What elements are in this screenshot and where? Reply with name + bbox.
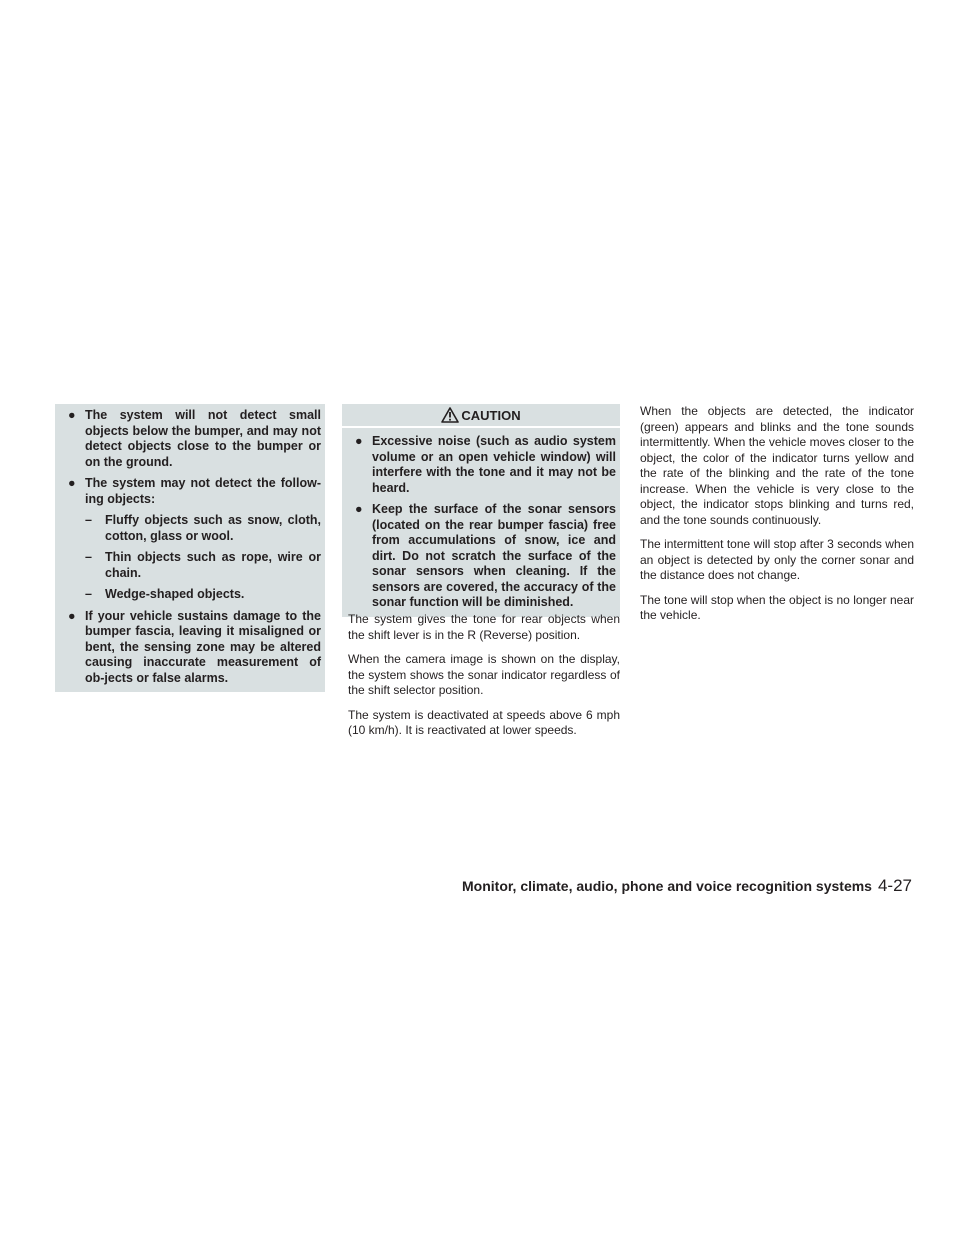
paragraph: The system is deactivated at speeds above 6 mph (10 km/h). It is reactivated at lower speeds. <box>348 707 620 737</box>
dash-icon: – <box>85 550 92 564</box>
caution-header <box>342 404 620 428</box>
bullet-icon: ● <box>68 476 76 490</box>
caution-item: ● Excessive noise (such as audio system volume or an open vehicle window) will interfere with the tone and it may not be heard. <box>355 434 616 495</box>
warning-item: ● The system may not detect the follow-ing objects: <box>68 476 321 506</box>
paragraph: The system gives the tone for rear objects when the shift lever is in the R (Reverse) position. <box>348 612 620 642</box>
warning-triangle-icon <box>441 407 459 423</box>
warning-subitem: – Fluffy objects such as snow, cloth, cotton, glass or wool. <box>85 513 321 543</box>
bullet-icon: ● <box>355 434 363 448</box>
paragraph: The intermittent tone will stop after 3 seconds when an object is detected by only the corner sonar and the distance does not change. <box>640 537 914 582</box>
caution-box <box>342 404 620 617</box>
section-title: Monitor, climate, audio, phone and voice recognition systems <box>462 878 872 894</box>
column-2-text <box>348 612 620 748</box>
warning-box <box>55 404 325 692</box>
dash-icon: – <box>85 587 92 601</box>
caution-item: ● Keep the surface of the sonar sensors (located on the rear bumper fascia) free from accumulations of snow, ice and dirt. Do not scratch the surface of the sonar sensors when cleaning. If the sensors are covered, the accuracy of the sonar function will be diminished. <box>355 502 616 609</box>
bullet-icon: ● <box>68 608 76 623</box>
bullet-icon: ● <box>355 502 363 516</box>
warning-item: ● If your vehicle sustains damage to the bumper fascia, leaving it misaligned or bent, the sensing zone may be altered causing inaccurate measurement of ob-jects or false alarms. <box>68 608 321 685</box>
warning-subitem: – Thin objects such as rope, wire or chain. <box>85 550 321 580</box>
caution-title: CAUTION <box>461 407 521 423</box>
dash-icon: – <box>85 513 92 527</box>
bullet-icon: ● <box>68 408 76 422</box>
warning-subitem: – Wedge-shaped objects. <box>85 587 245 601</box>
paragraph: The tone will stop when the object is no longer near the vehicle. <box>640 592 914 622</box>
warning-item: ● The system will not detect small objects below the bumper, and may not detect objects close to the bumper or on the ground. <box>68 408 321 469</box>
page-number: 4-27 <box>877 876 912 895</box>
paragraph: When the objects are detected, the indicator (green) appears and blinks and the tone sounds intermittently. When the vehicle moves closer to the object, the color of the indicator turns yellow and the rate of the blinking and the rate of the tone increase. When the vehicle is very close to the object, the indicator stops blinking and turns red, and the tone sounds continuously. <box>640 404 914 527</box>
page-footer <box>462 876 912 896</box>
column-3-text <box>640 404 914 633</box>
paragraph: When the camera image is shown on the display, the system shows the sonar indicator regardless of the shift selector position. <box>348 652 620 697</box>
